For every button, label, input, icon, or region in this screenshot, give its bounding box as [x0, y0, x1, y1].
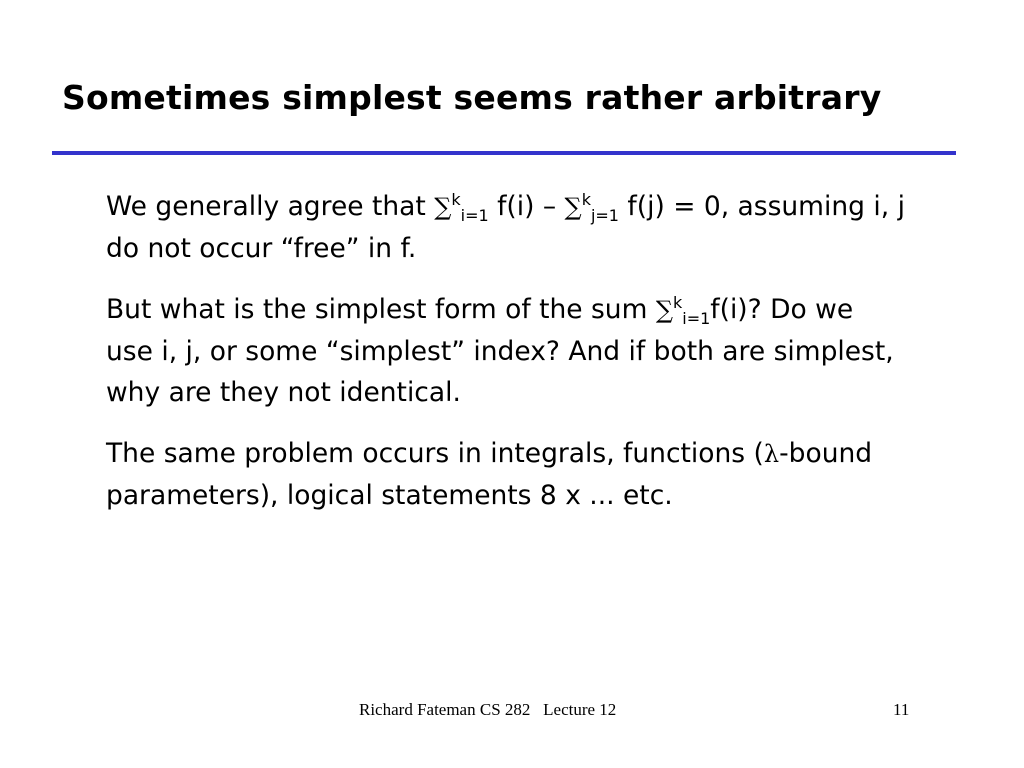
p1-text-2: f(i) –	[488, 191, 565, 222]
paragraph-simplest-form	[106, 289, 906, 413]
sum-upper-limit: k	[672, 293, 683, 312]
p1-text-1: We generally agree that	[106, 191, 435, 222]
p2-text-1: But what is the simplest form of the sum	[106, 294, 656, 325]
p3-text-2: -bound parameters), logical statements 8 x ... etc.	[106, 438, 873, 511]
lambda-symbol: λ	[763, 440, 780, 468]
sum-upper-limit: k	[451, 190, 461, 209]
sum-upper-limit: k	[581, 190, 591, 209]
sum-symbol: ∑	[564, 193, 582, 221]
sum-symbol: ∑	[434, 193, 452, 221]
sum-symbol: ∑	[655, 296, 673, 324]
footer-text: Richard Fateman CS 282 Lecture 12	[359, 700, 617, 719]
sum-lower-limit-i: i=1	[460, 206, 489, 225]
page-number: 11	[893, 700, 910, 719]
paragraph-sum-identity	[106, 186, 906, 269]
title-underline	[52, 151, 956, 155]
p1-text-3: f(j) = 0, assuming i, j do not occur “free” in f.	[106, 191, 905, 264]
slide-body	[106, 186, 906, 536]
sum-lower-limit-j: j=1	[590, 206, 619, 225]
p2-text-2: f(i)? Do we use i, j, or some “simplest” index? And if both are simplest, why are they not identical.	[106, 294, 894, 408]
paragraph-same-problem	[106, 433, 906, 516]
p3-text-1: The same problem occurs in integrals, functions (	[106, 438, 764, 469]
sum-lower-limit-i: i=1	[682, 309, 711, 328]
slide-title: Sometimes simplest seems rather arbitrary	[62, 78, 882, 117]
